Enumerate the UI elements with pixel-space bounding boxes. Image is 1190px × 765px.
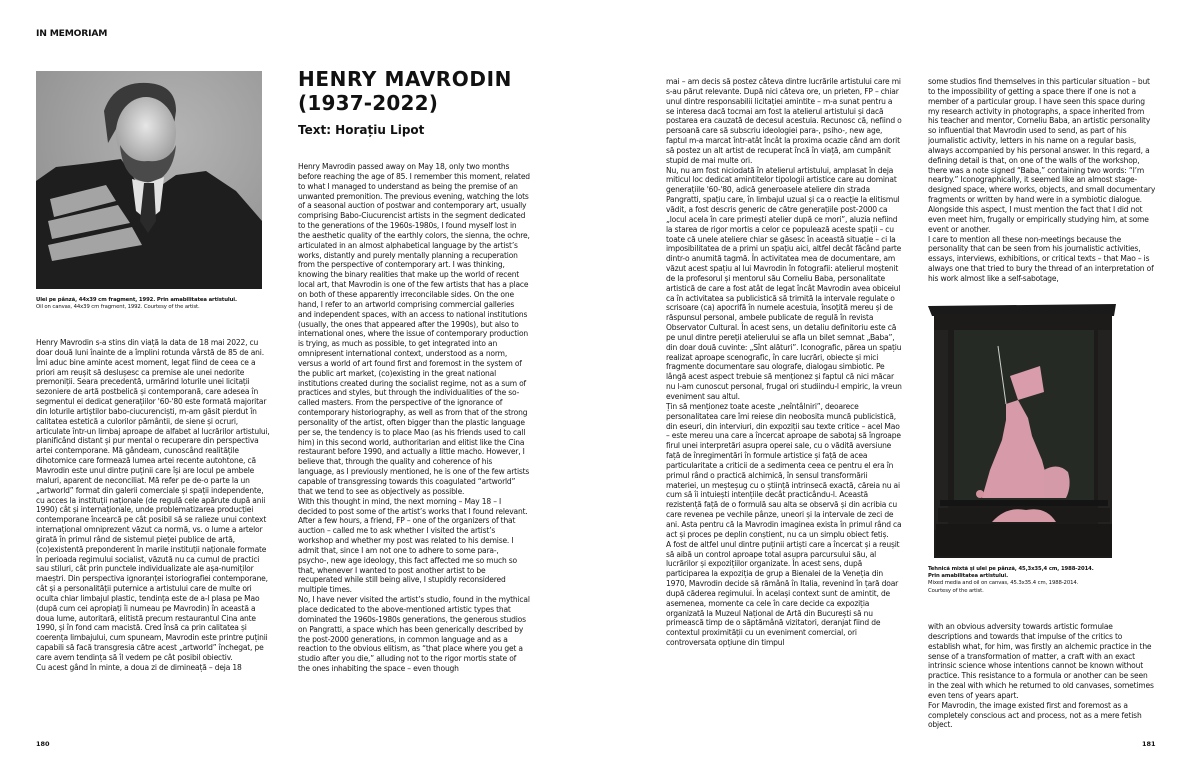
page-number-right: 181 [1142, 740, 1156, 748]
article-title: HENRY MAVRODIN [298, 67, 512, 91]
paragraph: With this thought in mind, the next morning – May 18 – I decided to post some of the artist’s works that I found relevant. After a few hours, a friend, FP – one of the organizers of that auction – called me to ask whether I visited the artist’s workshop and whether my post was related to his demise. I admit that, since I am not one to adhere to some para-, psycho-, new age ideology, this fact affected me so much so that, whenever I wanted to post another artist to be recuperated while still being alive, I stupidly reconsidered multiple times. [298, 496, 528, 595]
portrait-photo-icon [36, 71, 262, 289]
column-4-english-top [928, 77, 1156, 289]
paragraph: For Mavrodin, the image existed first and foremost as a completely conscious act and process, not as a mere fetish object. [928, 700, 1142, 730]
portrait-caption-en: Oil on canvas, 44x39 cm fragment, 1992. Courtesy of the artist. [36, 304, 200, 311]
page-number-left: 180 [36, 740, 50, 748]
column-1-romanian [36, 338, 272, 750]
paragraph: Henry Mavrodin passed away on May 18, only two months before reaching the age of 85. I remember this moment, related to what I managed to understand as being the premise of an unwanted premonition. The previous evening, watching the lots of a seasonal auction of postwar and contemporary art, usually comprising Babo-Ciucurencist artists in the segment dedicated to the generations of the 1960s-1980s, I found myself lost in the aesthetic quality of the earthly colors, the sienna, the ochre, articulated in an almost alphabetical language by the artist’s works, distantly and purely mentally planning a recuperation from the perspective of contemporary art. I was thinking, knowing the binary realities that make up the world of recent local art, that Mavrodin is one of the few artists that has a place on both of these apparently irreconcilable sides. On the one hand, I refer to an artworld comprising commercial galleries and independent spaces, with an access to national institutions (usually, the ones that appeared after the 1990s), but also to international ones, where the issue of contemporary production is trying, as much as possible, to get integrated into an omnipresent international context, understood as a norm, versus a world of art found first and foremost in the system of the public art market, (co)existing in the great national institutions created during the socialist regime, not as a sum of practices and styles, but through the individualities of the so-called masters. From the perspective of the ignorance of contemporary historiography, as well as from that of the strong personality of the artist, often bigger than the plastic language per se, the tendency is to place Mao (as his friends used to call him) in this second world, authoritarian and elitist like the Cina restaurant before 1990, and actually a little macho. However, I believe that, through the quality and coherence of his language, as I previously mentioned, he is one of the few artists capable of transgressing towards this coagulated “artworld” that we tend to see as objectively as possible. [298, 162, 530, 496]
paragraph: Țin să menționez toate aceste „neîntâlniri”, deoarece personalitatea care îmi reiese din neobosita muncă publicistică, din eseuri, din interviuri, din expoziții sau texte critice – acel Mao – este mereu una care a încercat aproape de sabotaj să îngroape firul unei interpretări asupra operei sale, cu o vădită aversiune față de înregimentări în formule artistice și față de acea particularitate a criticii de a sedimenta ceea ce pentru el era în primul rând o practică alchimică, în sensul transformării materiei, un meșteșug cu o știință intrinsecă exactă, căreia nu ai cum să îi intuiești intențiile decât practicându-l. Această rezistență față de o formulă sau alta se observă și din acribia cu care revenea pe vechile pânze, uneori și la intervale de zeci de ani. Asta pentru că la Mavrodin imaginea exista în primul rând ca act și proces pe deplin conștient, nu ca un simplu obiect fetiș. [666, 401, 902, 539]
article-title-block [298, 67, 618, 137]
column-4-english-bottom [928, 622, 1156, 752]
article-dates: (1937-2022) [298, 91, 439, 115]
column-3-romanian [666, 77, 902, 752]
article-byline: Text: Horațiu Lipot [298, 123, 425, 137]
paragraph: some studios find themselves in this particular situation – but to the impossibility of getting a space there if one is not a member of a particular group. I have seen this space during my research activity in photographs, a space inherited from his teacher and mentor, Corneliu Baba, an artistic personality so influential that Mavrodin used to send, as part of his journalistic activity, letters in his name on a regular basis, always accompanied by his personal answer. In this regard, a defining detail is that, on one of the walls of the workshop, there was a note signed “Baba,” containing two words: “I’m nearby.” Iconographically, it seemed like an almost stage-designed space, where works, objects, and small documentary fragments or written by hand were in a symbiotic dialogue. Alongside this aspect, I must mention the fact that I did not even meet him, frugally or empirically studying him, at some event or another. [928, 77, 1156, 234]
paragraph: A fost de altfel unul dintre puținii artiști care a încercat și a reușit să aibă un control aproape total asupra parcursului său, al lucrărilor și expozițiilor organizate. În acest sens, după participarea la expoziția de grup a Bienalei de la Veneția din 1970, Mavrodin decide să rămână în Italia, revenind în țară doar după căderea regimului. În același context sunt de amintit, de asemenea, momente ca cele în care decide ca expoziția organizată la Muzeul Național de Artă din București să nu primească timp de o săptămână vizitatori, deranjat fiind de contextul proximității cu un eveniment comercial, ori controversata opțiune din timpul [666, 539, 900, 648]
paragraph: Nu, nu am fost niciodată în atelierul artistului, amplasat în deja miticul loc dedicat amintitelor tipologii artistice care au dominat generațiile '60-'80, adică generoasele ateliere din strada Pangratti, spațiu care, în limbajul uzual și ca o reacție la elitismul vădit, a fost descris generic de către generațiile post-2000 ca „locul acela în care primești atelier după ce mori”, aluzia nefiind la starea de rigor mortis a celor ce populează aceste spații – cu toate că unele ateliere chiar se găsesc în această situație – ci la imposibilitatea de a primi un spațiu aici, altfel decât făcând parte dintr-o anumită tagmă. În activitatea mea de documentare, am văzut acest spațiu al lui Mavrodin în fotografii: atelierul moștenit de la profesorul și mentorul său Corneliu Baba, personalitate artistică de care a fost atât de legat încât Mavrodin avea obiceiul ca în activitatea sa publicistică să trimită la intervale regulate o scrisoare (ca) apocrifă în numele acestuia, însoțită mereu și de răspunsul personal, ambele publicate de regulă în revista Observator Cultural. În acest sens, un detaliu definitoriu este că pe unul dintre pereții atelierului se afla un bilet semnat „Baba”, din doar două cuvinte: „Sînt alături”. Iconografic, părea un spațiu realizat aproape scenografic, în care lucrări, obiecte și mici fragmente documentare sau olografe, dialogau simbiotic. Pe lângă acest aspect trebuie să menționez și faptul că nici măcar nu l-am cunoscut personal, frugal ori studiindu-l empiric, la vreun eveniment sau altul. [666, 165, 902, 401]
paragraph: with an obvious adversity towards artistic formulae descriptions and towards that impulse of the critics to establish what, for him, was firstly an alchemic practice in the sense of a transformation of matter, a craft with an exact intrinsic science whose intentions cannot be known without practice. This resistance to a formula or another can be seen in the zeal with which he returned to old canvases, sometimes even tens of years apart. [928, 622, 1154, 700]
paragraph: No, I have never visited the artist’s studio, found in the mythical place dedicated to the above-mentioned artistic types that dominated the 1960s-1980s generations, the generous studios on Pangratti, a space which has been generically described by the post-2000 generations, in common language and as a reaction to the obvious elitism, as “that place where you get a studio after you die,” alluding not to the rigor mortis state of the ones inhabiting the space – even though [298, 595, 530, 674]
painting-caption [928, 566, 1168, 595]
painting-caption-en-1: Mixed media and oil on canvas, 45.3x35.4 cm, 1988-2014. [928, 580, 1079, 587]
section-label: IN MEMORIAM [36, 28, 108, 39]
portrait-caption-ro: Ulei pe pânză, 44x39 cm fragment, 1992. Prin amabilitatea artistului. [36, 297, 237, 303]
portrait-caption [36, 297, 276, 311]
paragraph: Cu acest gând în minte, a doua zi de dimineață – deja 18 [36, 662, 242, 672]
paragraph: I care to mention all these non-meetings because the personality that can be seen from his journalistic activities, essays, interviews, exhibitions, or critical texts – that Mao – is always one that tried to bury the thread of an interpretation of his work almost like a self-sabotage, [928, 234, 1154, 283]
painting-caption-ro-1: Tehnică mixtă și ulei pe pânză, 45,3x35,4 cm, 1988-2014. [928, 566, 1094, 572]
painting-photo-icon [926, 300, 1120, 562]
painting-caption-ro-2: Prin amabilitatea artistului. [928, 573, 1008, 580]
column-2-english [298, 162, 530, 752]
paragraph: Henry Mavrodin s-a stins din viață la data de 18 mai 2022, cu doar două luni înainte de a împlini rotunda vârstă de 85 de ani. Îmi aduc bine aminte acest moment, legat fiind de ceea ce a priori am reușit să deslușesc ca premise ale unei nedorite premoniții. Seara precedentă, urmărind loturile unei licitații sezoniere de artă postbelică și contemporană, care adesea în segmentul ei dedicat generațiilor '60-'80 este formată majoritar din loturile artiștilor babo-ciucurenciști, m-am găsit pierdut în calitatea estetică a culorilor pământii, de siene și ocruri, articulate într-un limbaj aproape de alfabet al lucrărilor artistului, planificând distant și pur mental o recuperare din perspectiva artei contemporane. Mă gândeam, cunoscând realitățile dihotomice care formează lumea artei recente autohtone, că Mavrodin este unul dintre puținii care își are locul pe ambele maluri, aparent de neconciliat. Mă refer pe de-o parte la un „artworld” format din galerii comerciale și spații independente, cu acces la instituții naționale (de regulă cele apărute după anii 1990) cât și internaționale, unde problematizarea producției contemporane încearcă pe cât posibil să se ralieze unui context internațional omniprezent văzut ca normă, vs. o lume a artelor girată în primul rând de sistemul pieței publice de artă, (co)existentă preponderent în marile instituții naționale formate în perioada regimului socialist, văzută nu ca cumul de practici sau stiluri, cât prin punctele individualizate ale așa-numiților maeștri. Din perspectiva ignoranței istoriografiei contemporane, cât și a personalității puternice a artistului care de multe ori oculta chiar limbajul plastic, tendința este de a-l plasa pe Mao (după cum cei apropiați îi numeau pe Mavrodin) în această a doua lume, autoritară, elitistă precum restaurantul Cina ante 1990, și în fond cam macistă. Cred însă ca prin calitatea și coerența limbajului, cum spuneam, Mavrodin este printre puținii capabili să facă transgresia către acest „artworld” închegat, pe care avem tendința să îl vedem pe cât posibil obiectiv. [36, 338, 270, 662]
painting-caption-en-2: Courtesy of the artist. [928, 587, 984, 594]
paragraph: mai – am decis să postez câteva dintre lucrările artistului care mi s-au părut relevante. După nici câteva ore, un prieten, FP – chiar unul dintre responsabilii licitației amintite – m-a sunat pentru a se interesa dacă tocmai am fost la atelierul artistului și dacă postarea era cauzată de decesul acestuia. Recunosc că, nefiind o persoană care să subscriu ideologiei para-, psiho-, new age, faptul m-a marcat într-atât încât la proxima ocazie când am dorit să postez un alt artist de recuperat încă în viață, am cumpănit stupid de mai multe ori. [666, 77, 902, 165]
